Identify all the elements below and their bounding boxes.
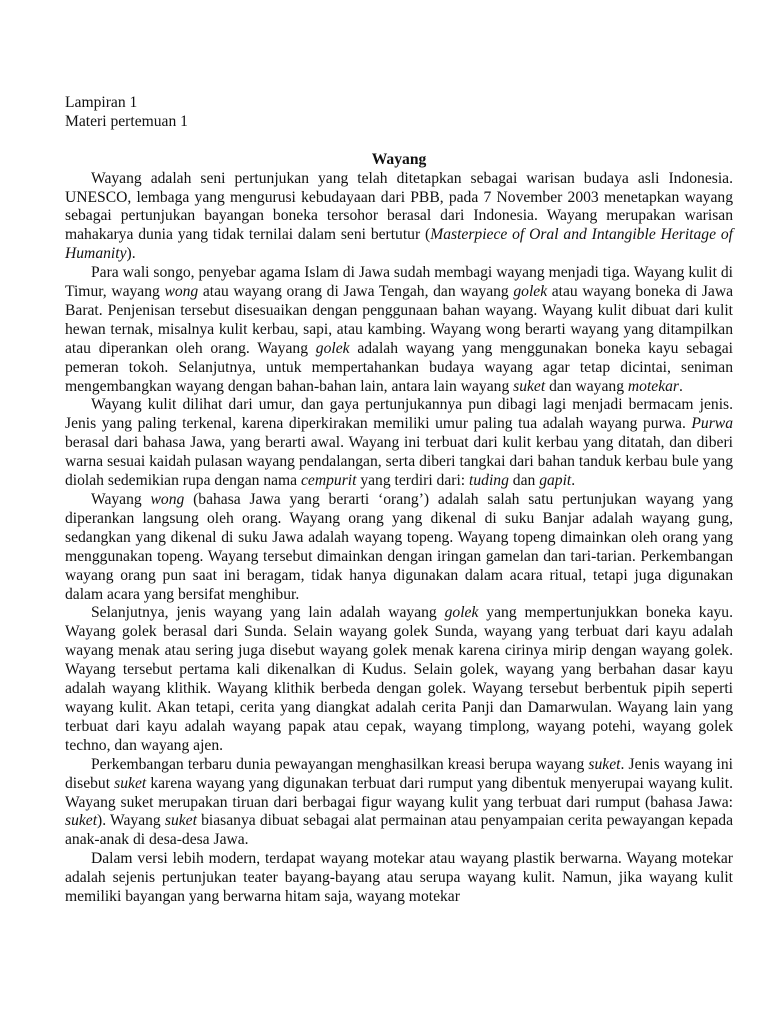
paragraph: Wayang kulit dilihat dari umur, dan gaya pertunjukannya pun dibagi lagi menjadi bermacam jenis. Jenis yang paling terkenal, karena diperkirakan memiliki umur paling tua adalah wayang purwa. Purwa berasal dari bahasa Jawa, yang berarti awal. Wayang ini terbuat dari kulit kerbau yang ditatah, dan diberi warna sesuai kaidah pulasan wayang pendalangan, serta diberi tangkai dari bahan tanduk kerbau bule yang diolah sedemikian rupa dengan nama cempurit yang terdiri dari: tuding dan gapit. [65, 396, 733, 490]
italic-term: gapit [539, 472, 572, 490]
italic-term: suket [65, 812, 98, 830]
italic-term: suket [114, 774, 147, 792]
appendix-label: Lampiran 1 [65, 94, 138, 111]
italic-term: suket [164, 812, 197, 830]
italic-term: suket [588, 755, 621, 773]
paragraph: Perkembangan terbaru dunia pewayangan menghasilkan kreasi berupa wayang suket. Jenis wayang ini disebut suket karena wayang yang digunakan terbuat dari rumput yang dibentuk menyerupai wayang kulit. Wayang suket merupakan tiruan dari berbagai figur wayang kulit yang terbuat dari rumput (bahasa Jawa: suket). Wayang suket biasanya dibuat sebagai alat permainan atau penyampaian cerita pewayangan kepada anak-anak di desa-desa Jawa. [65, 755, 733, 849]
italic-term: golek [315, 339, 350, 357]
paragraph: Wayang adalah seni pertunjukan yang telah ditetapkan sebagai warisan budaya asli Indonesia. UNESCO, lembaga yang mengurusi kebudayaan dari PBB, pada 7 November 2003 menetapkan wayang sebagai pertunjukan bayangan boneka tersohor berasal dari Indonesia. Wayang merupakan warisan mahakarya dunia yang tidak ternilai dalam seni bertutur (Masterpiece of Oral and Intangible Heritage of Humanity). [65, 169, 733, 263]
italic-term: motekar [627, 377, 680, 395]
italic-term: tuding [469, 472, 509, 490]
italic-term: golek [513, 283, 548, 301]
italic-term: golek [444, 604, 479, 622]
meeting-label: Materi pertemuan 1 [65, 112, 188, 130]
body-text [65, 170, 733, 907]
italic-term: cempurit [301, 472, 357, 490]
document-page [65, 94, 733, 907]
italic-term: Masterpiece of Oral and Intangible Heritage of Humanity [65, 226, 733, 263]
italic-term: Purwa [691, 415, 733, 433]
italic-term: suket [513, 377, 546, 395]
paragraph: Selanjutnya, jenis wayang yang lain adalah wayang golek yang mempertunjukkan boneka kayu. Wayang golek berasal dari Sunda. Selain wayang golek Sunda, wayang yang terbuat dari kayu adalah wayang menak atau sering juga disebut wayang golek menak karena cirinya mirip dengan wayang golek. Wayang tersebut pertama kali dikenalkan di Kudus. Selain golek, wayang yang berbahan dasar kayu adalah wayang klithik. Wayang klithik berbeda dengan golek. Wayang tersebut berbentuk pipih seperti wayang kulit. Akan tetapi, cerita yang diangkat adalah cerita Panji dan Damarwulan. Wayang lain yang terbuat dari kayu adalah wayang papak atau cepak, wayang timplong, wayang potehi, wayang golek techno, dan wayang ajen. [65, 604, 733, 754]
paragraph: Wayang wong (bahasa Jawa yang berarti ‘orang’) adalah salah satu pertunjukan wayang yang diperankan langsung oleh orang. Wayang orang yang dikenal di suku Banjar adalah wayang gung, sedangkan yang dikenal di suku Jawa adalah wayang topeng. Wayang topeng dimainkan oleh orang yang menggunakan topeng. Wayang tersebut dimainkan dengan iringan gamelan dan tari-tarian. Perkembangan wayang orang pun saat ini beragam, tidak hanya digunakan dalam acara ritual, tetapi juga digunakan dalam acara yang bersifat menghibur. [65, 491, 733, 603]
paragraph: Para wali songo, penyebar agama Islam di Jawa sudah membagi wayang menjadi tiga. Wayang kulit di Timur, wayang wong atau wayang orang di Jawa Tengah, dan wayang golek atau wayang boneka di Jawa Barat. Penjenisan tersebut disesuaikan dengan penggunaan bahan wayang. Wayang kulit dibuat dari kulit hewan ternak, misalnya kulit kerbau, sapi, atau kambing. Wayang wong berarti wayang yang ditampilkan atau diperankan oleh orang. Wayang golek adalah wayang yang menggunakan boneka kayu sebagai pemeran tokoh. Selanjutnya, untuk mempertahankan budaya wayang agar tetap dicintai, seniman mengembangkan wayang dengan bahan-bahan lain, antara lain wayang suket dan wayang motekar. [65, 264, 733, 395]
paragraph: Dalam versi lebih modern, terdapat wayang motekar atau wayang plastik berwarna. Wayang motekar adalah sejenis pertunjukan teater bayang-bayang atau serupa wayang kulit. Namun, jika wayang kulit memiliki bayangan yang berwarna hitam saja, wayang motekar [65, 850, 733, 906]
italic-term: wong [150, 491, 185, 509]
document-title: Wayang [371, 150, 427, 168]
italic-term: wong [164, 283, 199, 301]
